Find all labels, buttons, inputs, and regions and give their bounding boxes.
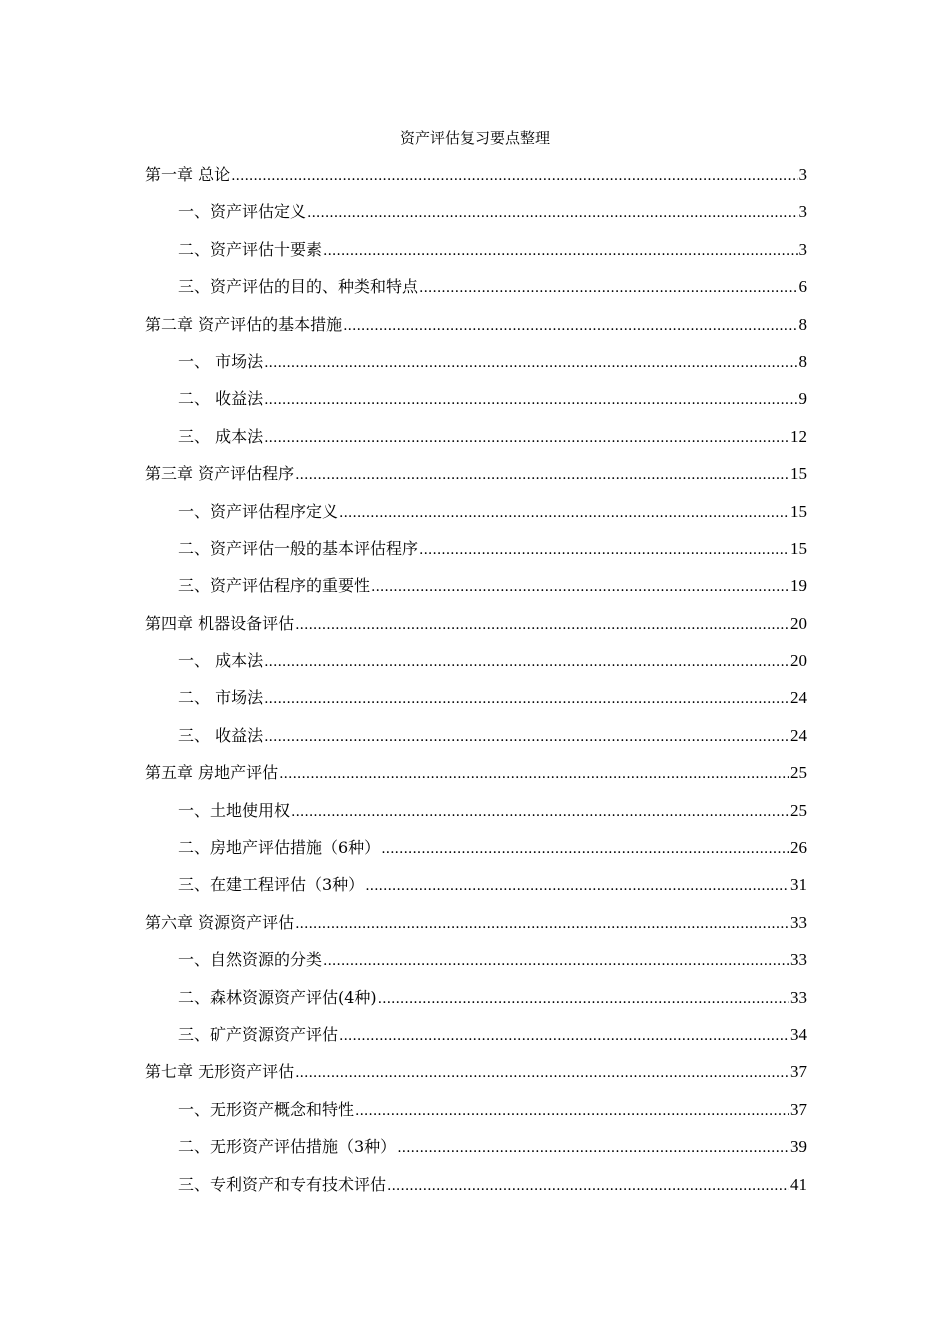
toc-section-entry[interactable] [145,538,807,575]
toc-section-entry[interactable] [145,1174,807,1211]
toc-dot-leader [279,763,789,785]
toc-page-number: 26 [790,838,807,858]
toc-page-number: 24 [790,725,807,745]
toc-entry-label: 一、资产评估定义 [178,202,307,222]
toc-entry-label: 二、房地产评估措施（6种） [178,838,381,858]
toc-dot-leader [264,352,797,374]
toc-dot-leader [381,838,789,860]
toc-dot-leader [295,1062,789,1084]
document-title: 资产评估复习要点整理 [399,129,550,147]
toc-entry-label: 二、资产评估十要素 [178,239,323,259]
toc-section-entry[interactable] [145,650,807,687]
toc-entry-label: 三、资产评估程序的重要性 [178,576,371,596]
toc-section-entry[interactable] [145,874,807,911]
toc-entry-label: 二、无形资产评估措施（3种） [178,1137,397,1157]
toc-dot-leader [323,240,797,262]
toc-entry-label: 一、土地使用权 [178,800,291,820]
toc-page-number: 20 [790,651,807,671]
toc-section-entry[interactable] [145,949,807,986]
toc-section-entry[interactable] [145,1024,807,1061]
toc-entry-label: 三、在建工程评估（3种） [178,875,365,895]
toc-page-number: 33 [790,912,807,932]
toc-page-number: 15 [790,464,807,484]
toc-page-number: 15 [790,501,807,521]
toc-page-number: 34 [790,1024,807,1044]
toc-entry-label: 第三章 资产评估程序 [145,464,295,484]
toc-section-entry[interactable] [145,1099,807,1136]
toc-page-number: 3 [798,239,807,259]
toc-page-number: 8 [798,314,807,334]
toc-page-number: 41 [790,1174,807,1194]
toc-page-number: 3 [798,165,807,184]
toc-dot-leader [378,988,789,1010]
toc-dot-leader [323,950,789,972]
toc-entry-label: 一、自然资源的分类 [178,950,323,970]
toc-section-entry[interactable] [145,388,807,425]
toc-page-number: 19 [790,576,807,596]
toc-section-entry[interactable] [145,987,807,1024]
toc-dot-leader [231,165,797,187]
toc-entry-label: 二、森林资源资产评估(4种) [178,987,377,1007]
toc-chapter-entry[interactable] [145,762,807,799]
toc-entry-label: 三、矿产资源资产评估 [178,1024,339,1044]
toc-page-number: 33 [790,987,807,1007]
toc-dot-leader [264,688,789,710]
toc-section-entry[interactable] [145,276,807,313]
toc-dot-leader [307,202,797,224]
toc-dot-leader [264,651,789,673]
toc-section-entry[interactable] [145,239,807,276]
toc-page-number: 25 [790,800,807,820]
toc-dot-leader [295,464,789,486]
toc-dot-leader [339,502,789,524]
toc-entry-label: 三、 收益法 [178,725,264,745]
toc-entry-label: 一、 成本法 [178,651,264,671]
toc-dot-leader [264,389,797,411]
toc-dot-leader [355,1100,789,1122]
toc-section-entry[interactable] [145,575,807,612]
toc-page-number: 12 [790,426,807,446]
toc-section-entry[interactable] [145,501,807,538]
toc-entry-label: 三、专利资产和专有技术评估 [178,1174,387,1194]
toc-entry-label: 三、 成本法 [178,426,264,446]
toc-section-entry[interactable] [145,426,807,463]
toc-dot-leader [295,913,789,935]
toc-dot-leader [264,427,789,449]
toc-entry-label: 二、资产评估一般的基本评估程序 [178,538,419,558]
toc-entry-label: 第四章 机器设备评估 [145,613,295,633]
toc-page-number: 37 [790,1062,807,1082]
toc-page-number: 15 [790,538,807,558]
toc-page-number: 24 [790,688,807,708]
toc-section-entry[interactable] [145,1136,807,1173]
toc-dot-leader [397,1137,789,1159]
toc-section-entry[interactable] [145,351,807,388]
toc-dot-leader [387,1175,789,1197]
toc-entry-label: 第五章 房地产评估 [145,763,279,783]
toc-entry-label: 一、无形资产概念和特性 [178,1099,355,1119]
table-of-contents [145,164,807,1211]
toc-page-number: 31 [790,875,807,895]
toc-dot-leader [291,801,789,823]
toc-section-entry[interactable] [145,687,807,724]
toc-entry-label: 二、 市场法 [178,688,264,708]
toc-page-number: 37 [790,1099,807,1119]
toc-page-number: 20 [790,613,807,633]
toc-entry-label: 三、资产评估的目的、种类和特点 [178,277,419,297]
toc-chapter-entry[interactable] [145,912,807,949]
toc-section-entry[interactable] [145,201,807,238]
toc-dot-leader [343,315,797,337]
toc-chapter-entry[interactable] [145,613,807,650]
toc-page-number: 39 [790,1137,807,1157]
toc-chapter-entry[interactable] [145,314,807,351]
toc-entry-label: 第一章 总论 [145,165,231,184]
toc-page-number: 3 [798,202,807,222]
toc-page-number: 8 [798,351,807,371]
toc-chapter-entry[interactable] [145,463,807,500]
toc-dot-leader [339,1025,789,1047]
toc-dot-leader [371,576,789,598]
toc-dot-leader [419,277,797,299]
toc-section-entry[interactable] [145,725,807,762]
toc-dot-leader [264,726,789,748]
toc-page-number: 6 [798,277,807,297]
toc-dot-leader [295,614,789,636]
toc-chapter-entry[interactable] [145,1061,807,1098]
toc-page-number: 9 [798,389,807,409]
toc-entry-label: 一、 市场法 [178,351,264,371]
toc-page-number: 25 [790,763,807,783]
toc-dot-leader [365,875,789,897]
toc-entry-label: 第二章 资产评估的基本措施 [145,314,343,334]
toc-section-entry[interactable] [145,800,807,837]
toc-entry-label: 第六章 资源资产评估 [145,912,295,932]
toc-page-number: 33 [790,950,807,970]
toc-dot-leader [419,539,789,561]
toc-entry-label: 一、资产评估程序定义 [178,501,339,521]
toc-chapter-entry[interactable] [145,164,807,201]
toc-section-entry[interactable] [145,837,807,874]
toc-entry-label: 二、 收益法 [178,389,264,409]
toc-entry-label: 第七章 无形资产评估 [145,1062,295,1082]
